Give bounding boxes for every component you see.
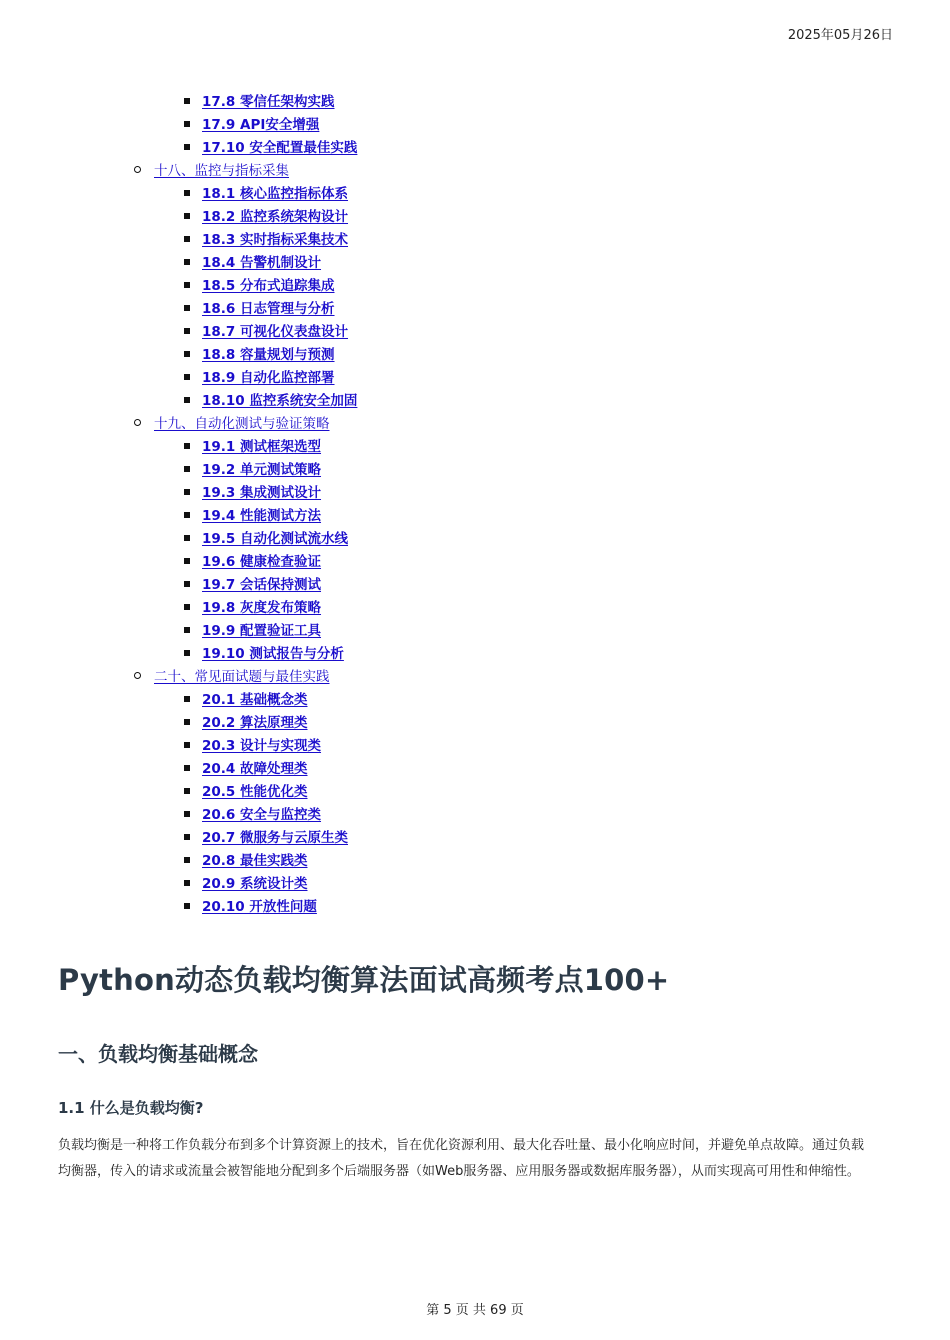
toc-link[interactable]: 19.1 测试框架选型 (202, 439, 322, 455)
toc-item (0, 181, 950, 204)
toc-item (0, 710, 950, 733)
toc-item (0, 503, 950, 526)
toc-link[interactable]: 20.4 故障处理类 (202, 761, 308, 777)
toc-section-18 (0, 158, 950, 181)
toc-link[interactable]: 19.5 自动化测试流水线 (202, 531, 349, 547)
toc-link[interactable]: 18.4 告警机制设计 (202, 255, 322, 271)
square-bullet-icon (184, 190, 190, 196)
toc-item (0, 802, 950, 825)
square-bullet-icon (184, 765, 190, 771)
toc-link[interactable]: 19.8 灰度发布策略 (202, 600, 322, 616)
toc-item (0, 825, 950, 848)
toc-link[interactable]: 19.9 配置验证工具 (202, 623, 322, 639)
toc-item (0, 296, 950, 319)
circle-bullet-icon (134, 419, 141, 426)
square-bullet-icon (184, 535, 190, 541)
toc-section-19-items (0, 434, 950, 664)
square-bullet-icon (184, 236, 190, 242)
toc-link[interactable]: 17.10 安全配置最佳实践 (202, 140, 358, 156)
toc-link[interactable]: 19.6 健康检查验证 (202, 554, 322, 570)
toc-item (0, 779, 950, 802)
square-bullet-icon (184, 443, 190, 449)
toc-section-19 (0, 411, 950, 434)
toc-link[interactable]: 19.10 测试报告与分析 (202, 646, 344, 662)
toc-link[interactable]: 20.10 开放性问题 (202, 899, 317, 915)
square-bullet-icon (184, 627, 190, 633)
toc-section-link[interactable]: 二十、常见面试题与最佳实践 (154, 669, 330, 685)
square-bullet-icon (184, 121, 190, 127)
document-title: Python动态负载均衡算法面试高频考点100+ (58, 963, 670, 997)
square-bullet-icon (184, 282, 190, 288)
toc-item (0, 733, 950, 756)
toc-item (0, 365, 950, 388)
square-bullet-icon (184, 903, 190, 909)
square-bullet-icon (184, 397, 190, 403)
toc-item (0, 871, 950, 894)
toc-link[interactable]: 18.6 日志管理与分析 (202, 301, 335, 317)
toc-link[interactable]: 18.8 容量规划与预测 (202, 347, 335, 363)
toc-item (0, 641, 950, 664)
toc-link[interactable]: 19.3 集成测试设计 (202, 485, 322, 501)
toc-link[interactable]: 20.5 性能优化类 (202, 784, 308, 800)
toc-item (0, 342, 950, 365)
toc-link[interactable]: 17.9 API安全增强 (202, 117, 320, 133)
toc-link[interactable]: 18.9 自动化监控部署 (202, 370, 335, 386)
toc-item (0, 250, 950, 273)
square-bullet-icon (184, 719, 190, 725)
toc-link[interactable]: 20.6 安全与监控类 (202, 807, 322, 823)
document-date: 2025年05月26日 (787, 28, 893, 43)
square-bullet-icon (184, 351, 190, 357)
toc-section-20-items (0, 687, 950, 917)
square-bullet-icon (184, 466, 190, 472)
toc-link[interactable]: 19.7 会话保持测试 (202, 577, 322, 593)
toc-section-link[interactable]: 十八、监控与指标采集 (154, 163, 289, 179)
square-bullet-icon (184, 857, 190, 863)
toc-item (0, 319, 950, 342)
toc-item (0, 112, 950, 135)
toc-item (0, 618, 950, 641)
toc-item (0, 687, 950, 710)
square-bullet-icon (184, 558, 190, 564)
section-heading: 一、负载均衡基础概念 (58, 1042, 258, 1066)
square-bullet-icon (184, 834, 190, 840)
square-bullet-icon (184, 696, 190, 702)
square-bullet-icon (184, 305, 190, 311)
toc-link[interactable]: 20.7 微服务与云原生类 (202, 830, 349, 846)
page-number: 第 5 页 共 69 页 (426, 1303, 524, 1318)
toc-item (0, 572, 950, 595)
toc-link[interactable]: 18.2 监控系统架构设计 (202, 209, 349, 225)
toc-item (0, 89, 950, 112)
toc-item (0, 204, 950, 227)
toc-item (0, 848, 950, 871)
square-bullet-icon (184, 144, 190, 150)
toc-item (0, 457, 950, 480)
toc-link[interactable]: 20.1 基础概念类 (202, 692, 308, 708)
toc-link[interactable]: 20.9 系统设计类 (202, 876, 308, 892)
toc-link[interactable]: 19.2 单元测试策略 (202, 462, 322, 478)
square-bullet-icon (184, 650, 190, 656)
toc-link[interactable]: 20.8 最佳实践类 (202, 853, 308, 869)
square-bullet-icon (184, 259, 190, 265)
toc-pre-items (0, 89, 950, 158)
body-paragraph: 负载均衡是一种将工作负载分布到多个计算资源上的技术，旨在优化资源利用、最大化吞吐量、最小化响应时间，并避免单点故障。通过负载均衡器，传入的请求或流量会被智能地分配到多个后端服务器（如Web服务器、应用服务器或数据库服务器），从而实现高可用性和伸缩性。 (58, 1138, 865, 1179)
toc-item (0, 595, 950, 618)
toc-link[interactable]: 20.2 算法原理类 (202, 715, 308, 731)
toc-item (0, 135, 950, 158)
square-bullet-icon (184, 98, 190, 104)
square-bullet-icon (184, 788, 190, 794)
circle-bullet-icon (134, 166, 141, 173)
toc-link[interactable]: 19.4 性能测试方法 (202, 508, 322, 524)
toc-section-20 (0, 664, 950, 687)
toc-section-link[interactable]: 十九、自动化测试与验证策略 (154, 416, 330, 432)
square-bullet-icon (184, 374, 190, 380)
toc-link[interactable]: 17.8 零信任架构实践 (202, 94, 335, 110)
table-of-contents (0, 89, 950, 917)
toc-link[interactable]: 18.1 核心监控指标体系 (202, 186, 349, 202)
toc-item (0, 549, 950, 572)
toc-link[interactable]: 18.10 监控系统安全加固 (202, 393, 358, 409)
square-bullet-icon (184, 880, 190, 886)
toc-item (0, 227, 950, 250)
square-bullet-icon (184, 742, 190, 748)
square-bullet-icon (184, 489, 190, 495)
square-bullet-icon (184, 328, 190, 334)
toc-item (0, 526, 950, 549)
toc-section-18-items (0, 181, 950, 411)
square-bullet-icon (184, 512, 190, 518)
square-bullet-icon (184, 581, 190, 587)
toc-item (0, 756, 950, 779)
toc-link[interactable]: 18.7 可视化仪表盘设计 (202, 324, 349, 340)
toc-item (0, 480, 950, 503)
square-bullet-icon (184, 604, 190, 610)
toc-item (0, 273, 950, 296)
toc-link[interactable]: 20.3 设计与实现类 (202, 738, 322, 754)
toc-link[interactable]: 18.5 分布式追踪集成 (202, 278, 335, 294)
toc-item (0, 434, 950, 457)
circle-bullet-icon (134, 672, 141, 679)
toc-link[interactable]: 18.3 实时指标采集技术 (202, 232, 349, 248)
toc-item (0, 894, 950, 917)
square-bullet-icon (184, 811, 190, 817)
subsection-heading: 1.1 什么是负载均衡? (58, 1099, 204, 1117)
square-bullet-icon (184, 213, 190, 219)
toc-item (0, 388, 950, 411)
